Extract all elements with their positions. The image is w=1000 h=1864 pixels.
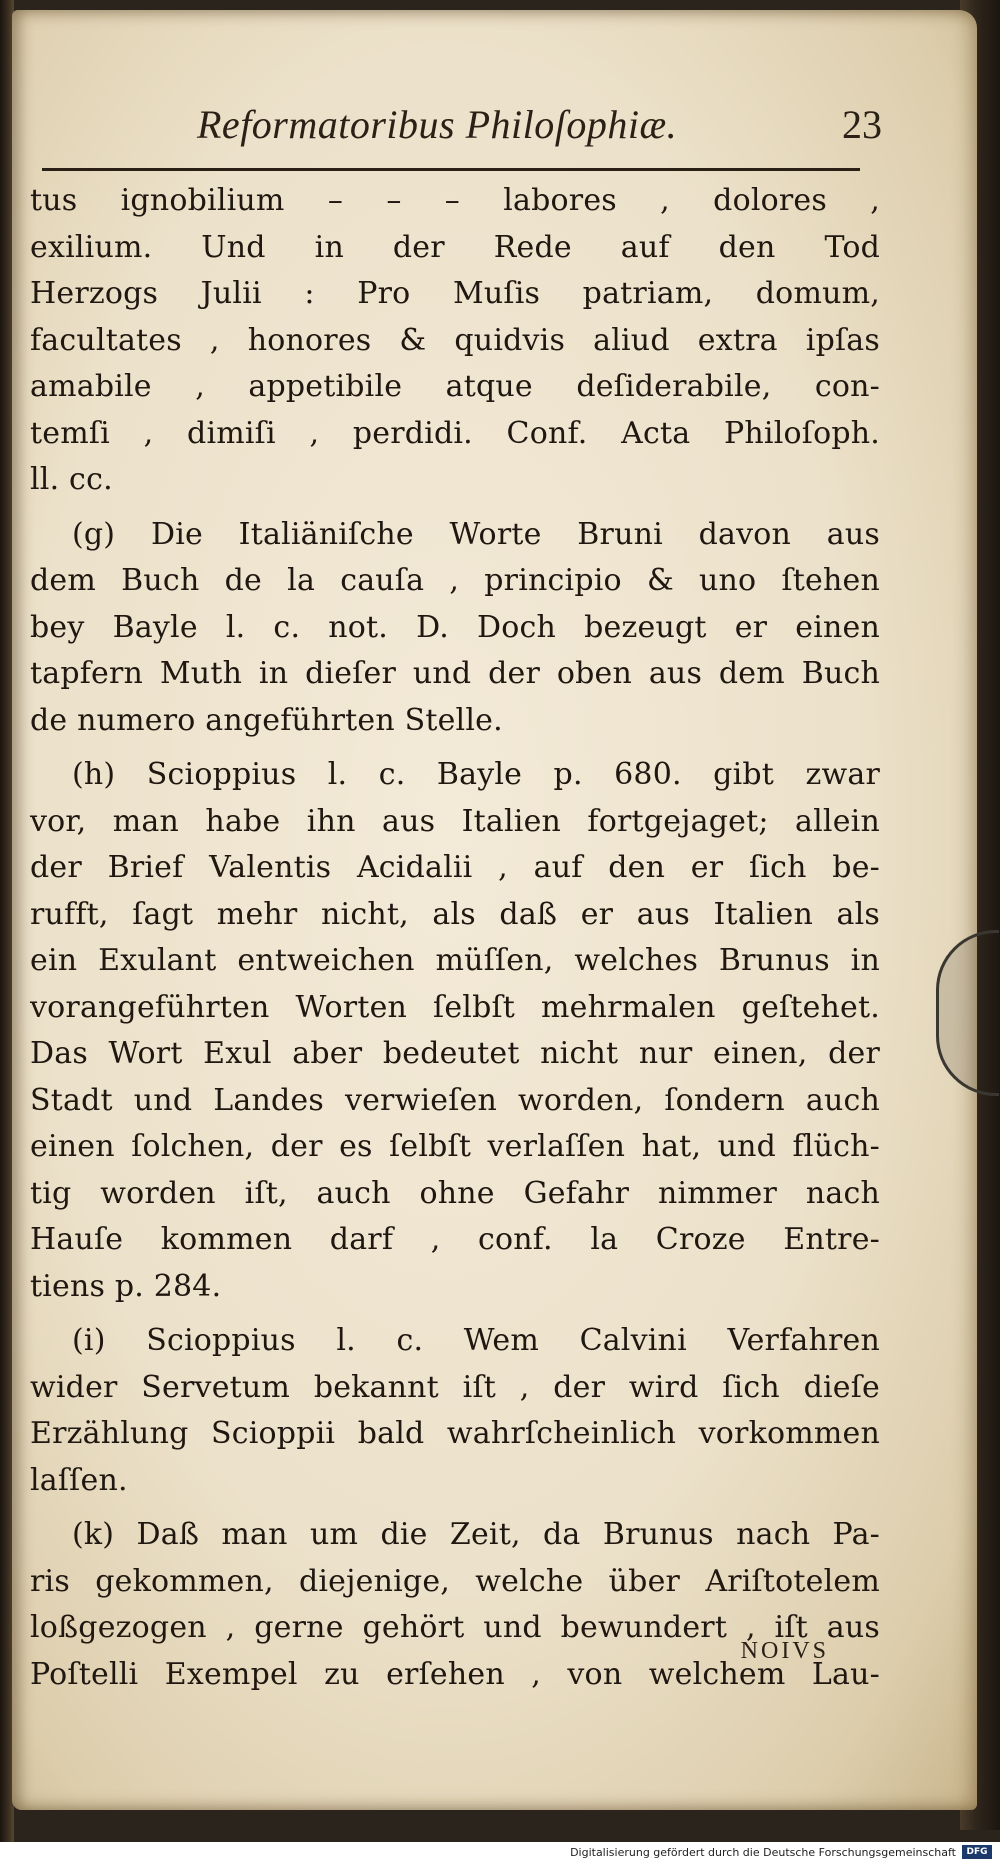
text-line: ris gekommen, diejenige, welche über Ariſtotelem xyxy=(30,1563,880,1599)
text-line: temſi , dimiſi , perdidi. Conf. Acta Philoſoph. xyxy=(30,415,880,451)
text-line: ll. cc. xyxy=(30,462,113,497)
text-line: Herzogs Julii : Pro Muſis patriam, domum, xyxy=(30,276,880,311)
text-line: bey Bayle l. c. not. D. Doch bezeugt er einen xyxy=(30,609,880,645)
page-number: 23 xyxy=(842,102,882,147)
text-line: vorangeführten Worten ſelbſt mehrmalen geſtehet. xyxy=(30,989,880,1025)
text-line: laſſen. xyxy=(30,1462,128,1498)
text-line: rufft, ſagt mehr nicht, als daß er aus Italien als xyxy=(30,896,880,932)
text-line: tus ignobilium – – – labores , dolores , xyxy=(30,183,880,218)
footnote-h-start: (h) Scioppius l. c. Bayle p. 680. gibt zwar xyxy=(72,757,880,792)
header-rule xyxy=(42,168,860,171)
text-line: tig worden iſt, auch ohne Gefahr nimmer nach xyxy=(30,1175,880,1211)
text-line: der Brief Valentis Acidalii , auf den er ſich be- xyxy=(30,850,880,885)
book-page xyxy=(12,10,977,1810)
text-line: Hauſe kommen darf , conf. la Croze Entre- xyxy=(30,1222,880,1257)
catchword: NOIVS xyxy=(740,1638,829,1664)
text-line: einen ſolchen, der es ſelbſt verlaſſen hat, und flüch- xyxy=(30,1129,880,1164)
text-line: tapfern Muth in dieſer und der oben aus dem Buch xyxy=(30,656,880,691)
footnote-k-start: (k) Daß man um die Zeit, da Brunus nach Pa- xyxy=(72,1517,880,1552)
footnote-text xyxy=(30,178,880,1698)
text-line: loßgezogen , gerne gehört und bewundert , iſt aus xyxy=(30,1610,880,1645)
digitization-credit: Digitalisierung gefördert durch die Deutsche Forschungsgemeinschaft xyxy=(570,1846,956,1859)
text-line: ein Exulant entweichen müſſen, welches Brunus in xyxy=(30,943,880,978)
text-line: Poſtelli Exempel zu erſehen , von welchem Lau- xyxy=(30,1656,880,1692)
text-line: dem Buch de la cauſa , principio & uno ſtehen xyxy=(30,563,880,598)
text-line: facultates , honores & quidvis aliud extra ipſas xyxy=(30,322,880,358)
text-line: Das Wort Exul aber bedeutet nicht nur einen, der xyxy=(30,1036,880,1071)
text-line: exilium. Und in der Rede auf den Tod xyxy=(30,229,880,265)
text-line: Stadt und Landes verwieſen worden, ſondern auch xyxy=(30,1082,880,1118)
text-line: Erzählung Scioppii bald wahrſcheinlich vorkommen xyxy=(30,1416,880,1451)
text-line: tiens p. 284. xyxy=(30,1268,222,1304)
text-line: amabile , appetibile atque deſiderabile, con- xyxy=(30,369,880,404)
footnote-g-start: (g) Die Italiäniſche Worte Bruni davon aus xyxy=(72,516,880,552)
page-header xyxy=(52,95,882,165)
text-line: de numero angeführten Stelle. xyxy=(30,702,503,738)
text-line: wider Servetum bekannt iſt , der wird ſich dieſe xyxy=(30,1369,880,1405)
text-line: vor, man habe ihn aus Italien fortgejaget; allein xyxy=(30,803,880,839)
running-title: Reformatoribus Philoſophiæ. xyxy=(197,102,678,147)
footnote-i-start: (i) Scioppius l. c. Wem Calvini Verfahren xyxy=(72,1323,880,1358)
dfg-logo-icon: DFG xyxy=(962,1845,992,1859)
